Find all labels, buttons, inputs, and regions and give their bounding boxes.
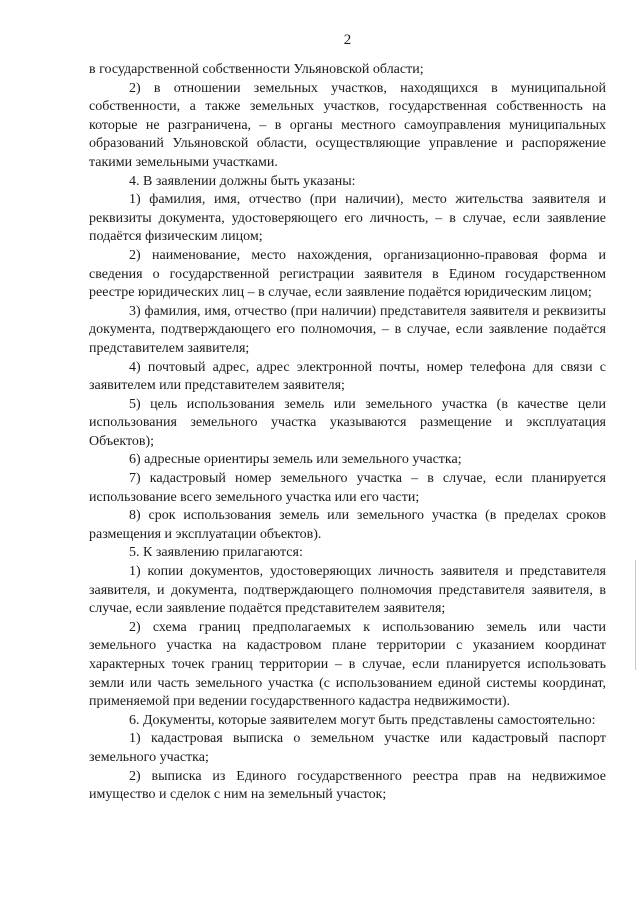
paragraph: 1) кадастровая выписка о земельном участке или кадастровый паспорт земельного участка; bbox=[89, 731, 606, 765]
scan-edge-mark bbox=[635, 560, 636, 670]
paragraph: 1) фамилия, имя, отчество (при наличии), место жительства заявителя и реквизиты документа, удостоверяющего его личность, – в случае, если заявление подаётся физическим лицом; bbox=[89, 192, 606, 245]
paragraph: 4. В заявлении должны быть указаны: bbox=[129, 173, 356, 189]
paragraph: 2) в отношении земельных участков, находящихся в муниципальной собственности, а также земельных участков, государственная собственность на которые не разграничена, – в органы местного самоуправления муниципальных образований Ульяновской области, осуществляющие управление и распоряжение такими земельными участками. bbox=[89, 80, 606, 170]
paragraph: 5) цель использования земель или земельного участка (в качестве цели использования земельного участка указываются размещение и эксплуатация Объектов); bbox=[89, 396, 606, 449]
paragraph: 6. Документы, которые заявителем могут быть представлены самостоятельно: bbox=[129, 712, 596, 728]
paragraph: 7) кадастровый номер земельного участка – в случае, если планируется использование всего земельного участка или его части; bbox=[89, 471, 606, 505]
paragraph: 2) выписка из Единого государственного реестра прав на недвижимое имущество и сделок с ним на земельный участок; bbox=[89, 768, 606, 803]
paragraph: 3) фамилия, имя, отчество (при наличии) представителя заявителя и реквизиты документа, подтверждающего его полномочия, – в случае, если заявление подаётся представителем заявителя; bbox=[89, 303, 606, 356]
paragraph: 2) схема границ предполагаемых к использованию земель или части земельного участка на кадастровом плане территории с указанием координат характерных точек границ территории – в случае, если планируется использовать земли или часть земельного участка (с использованием единой системы координат, применяемой при ведении государственного кадастра недвижимости). bbox=[89, 619, 606, 710]
paragraph: 6) адресные ориентиры земель или земельного участка; bbox=[129, 452, 462, 468]
paragraph: 1) копии документов, удостоверяющих личность заявителя и представителя заявителя, и документа, подтверждающего полномочия представителя заявителя, в случае, если заявление подаётся представителем заявителя; bbox=[89, 564, 606, 617]
paragraph: 8) срок использования земель или земельного участка (в пределах сроков размещения и эксплуатации объектов). bbox=[89, 508, 606, 542]
paragraph: 5. К заявлению прилагаются: bbox=[129, 545, 303, 561]
paragraph: в государственной собственности Ульяновской области; bbox=[89, 62, 424, 77]
paragraph: 2) наименование, место нахождения, организационно-правовая форма и сведения о государственной регистрации заявителя в Едином государственном реестре юридических лиц – в случае, если заявление подаётся юридическим лицом; bbox=[89, 247, 606, 301]
paragraph: 4) почтовый адрес, адрес электронной почты, номер телефона для связи с заявителем или представителем заявителя; bbox=[89, 359, 606, 394]
page-number: 2 bbox=[343, 32, 352, 48]
document-body bbox=[89, 61, 606, 805]
